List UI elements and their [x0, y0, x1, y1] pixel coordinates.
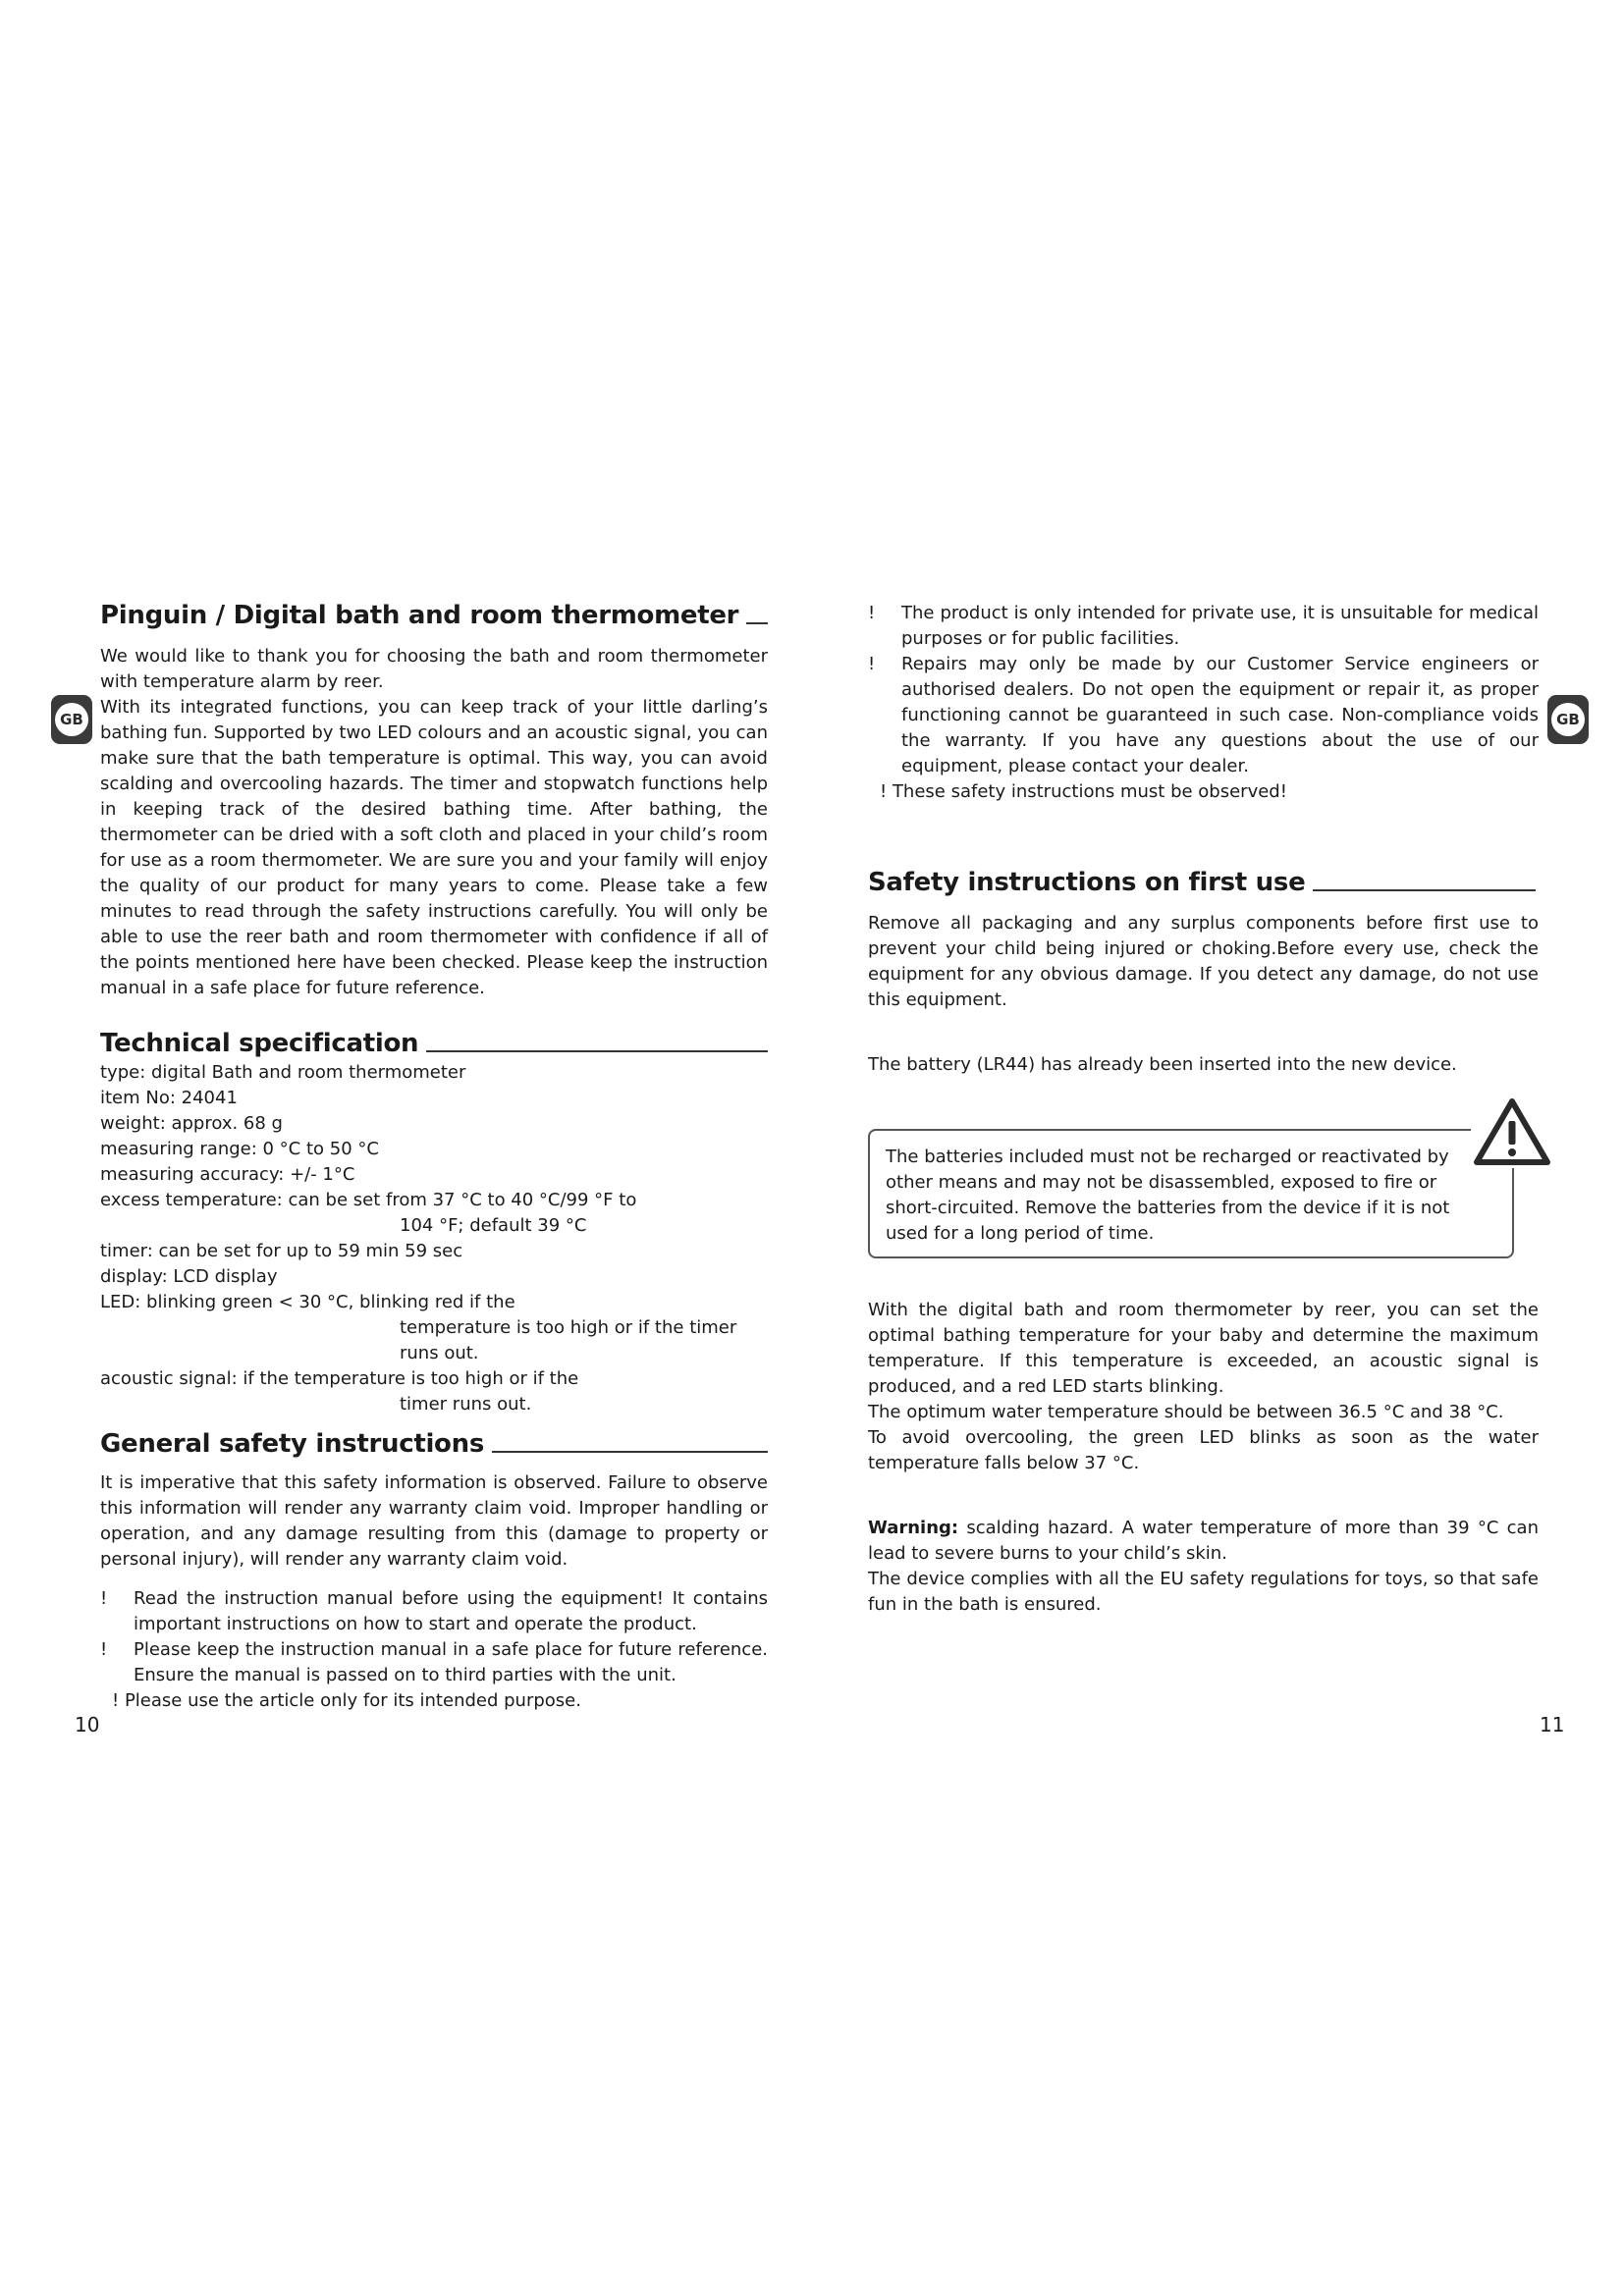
spec-weight: weight: approx. 68 g: [100, 1113, 283, 1134]
battery-warning-box: [868, 1129, 1514, 1258]
spec-led: LED: blinking green < 30 °C, blinking red if the: [100, 1292, 515, 1312]
list-item: [100, 1586, 768, 1637]
warning-triangle-icon: [1471, 1095, 1553, 1168]
technical-specification-heading: [100, 1029, 768, 1058]
spec-excess-temperature-cont: 104 °F; default 39 °C: [400, 1215, 587, 1236]
general-safety-heading-text: General safety instructions: [100, 1429, 485, 1459]
spec-type: type: digital Bath and room thermometer: [100, 1062, 466, 1083]
safety-observed-note: ! These safety instructions must be observed!: [880, 781, 1287, 802]
spec-display: display: LCD display: [100, 1266, 278, 1287]
spec-led-cont: temperature is too high or if the timer runs out.: [400, 1317, 737, 1363]
warning-label: Warning:: [868, 1518, 959, 1538]
list-item-text: Repairs may only be made by our Customer Service engineers or authorised dealers. Do not open the equipment or repair it, as proper functioning cannot be guaranteed in such case. Non-compliance voids the warranty. If you have any questions about the use of our equipment, please contact your dealer.: [901, 654, 1539, 776]
spec-measuring-accuracy: measuring accuracy: +/- 1°C: [100, 1164, 355, 1185]
spec-acoustic-signal-cont: timer runs out.: [400, 1394, 532, 1415]
overcooling-paragraph: To avoid overcooling, the green LED blinks as soon as the water temperature falls below 37 °C.: [868, 1427, 1539, 1473]
gb-badge-icon-left: [51, 695, 92, 744]
page-title: [100, 601, 768, 630]
page-title-text: Pinguin / Digital bath and room thermometer: [100, 601, 739, 630]
intended-purpose-note: ! Please use the article only for its intended purpose.: [112, 1690, 581, 1711]
warning-paragraph: [868, 1516, 1539, 1567]
technical-specification-heading-text: Technical specification: [100, 1029, 419, 1058]
gb-badge-label: GB: [1551, 703, 1585, 736]
intro-paragraph-1: We would like to thank you for choosing the bath and room thermometer with temperature alarm by reer.: [100, 646, 768, 692]
spec-excess-temperature: excess temperature: can be set from 37 °C to 40 °C/99 °F to: [100, 1190, 637, 1210]
spec-measuring-range: measuring range: 0 °C to 50 °C: [100, 1139, 379, 1159]
spec-acoustic-signal: acoustic signal: if the temperature is too high or if the: [100, 1368, 579, 1389]
spec-item-number: item No: 24041: [100, 1088, 238, 1108]
list-item-text: Read the instruction manual before using the equipment! It contains important instructions on how to start and operate the product.: [134, 1588, 768, 1634]
heading-rule: [746, 622, 768, 624]
first-use-heading: [868, 868, 1536, 897]
page-number-left: 10: [75, 1713, 100, 1736]
left-page: [100, 601, 768, 1714]
general-safety-paragraph: It is imperative that this safety information is observed. Failure to observe this information will render any warranty claim void. Improper handling or operation, and any damage resulting from this (damage to property or personal injury), will render any warranty claim void.: [100, 1472, 768, 1570]
spec-timer: timer: can be set for up to 59 min 59 sec: [100, 1241, 463, 1261]
optimum-temperature-paragraph: The optimum water temperature should be between 36.5 °C and 38 °C.: [868, 1402, 1504, 1422]
heading-rule: [492, 1451, 768, 1453]
warning-text: scalding hazard. A water temperature of more than 39 °C can lead to severe burns to your child’s skin.: [868, 1518, 1539, 1564]
page-number-right: 11: [1540, 1713, 1565, 1736]
heading-rule: [426, 1050, 768, 1052]
exclamation-icon: !: [100, 1588, 108, 1609]
usage-paragraph: With the digital bath and room thermometer by reer, you can set the optimal bathing temperature for your baby and determine the maximum temperature. If this temperature is exceeded, an acoustic signal is produced, and a red LED starts blinking.: [868, 1300, 1539, 1397]
first-use-paragraph: Remove all packaging and any surplus components before first use to prevent your child being injured or choking.Before every use, check the equipment for any obvious damage. If you detect any damage, do not use this equipment.: [868, 913, 1539, 1010]
gb-badge-icon-right: [1547, 695, 1589, 744]
first-use-heading-text: Safety instructions on first use: [868, 868, 1306, 897]
battery-paragraph: The battery (LR44) has already been inserted into the new device.: [868, 1054, 1457, 1075]
list-item: [868, 652, 1539, 779]
list-item-text: Please keep the instruction manual in a safe place for future reference. Ensure the manual is passed on to third parties with the unit.: [134, 1639, 768, 1685]
safety-bullets-continued: [868, 601, 1539, 779]
right-page: [868, 601, 1539, 1618]
exclamation-icon: !: [868, 603, 876, 623]
general-safety-heading: [100, 1429, 768, 1459]
exclamation-icon: !: [868, 654, 876, 674]
list-item: [868, 601, 1539, 652]
heading-rule: [1313, 889, 1536, 891]
battery-warning-text: The batteries included must not be recharged or reactivated by other means and may not be disassembled, exposed to fire or short-circuited. Remove the batteries from the device if it is not used for a long period of time.: [886, 1147, 1450, 1244]
gb-badge-label: GB: [55, 703, 88, 736]
intro-paragraph-2: With its integrated functions, you can keep track of your little darling’s bathing fun. Supported by two LED colours and an acoustic signal, you can make sure that the bath temperature is optimal. This way, you can avoid scalding and overcooling hazards. The timer and stopwatch functions help in keeping track of the desired bathing time. After bathing, the thermometer can be dried with a soft cloth and placed in your child’s room for use as a room thermometer. We are sure you and your family will enjoy the quality of our product for many years to come. Please take a few minutes to read through the safety instructions carefully. You will only be able to use the reer bath and room thermometer with confidence if all of the points mentioned here have been checked. Please keep the instruction manual in a safe place for future reference.: [100, 697, 768, 998]
list-item-text: The product is only intended for private use, it is unsuitable for medical purposes or for public facilities.: [901, 603, 1539, 649]
spec-list: [100, 1060, 768, 1417]
general-safety-bullets: [100, 1586, 768, 1688]
exclamation-icon: !: [100, 1639, 108, 1660]
eu-compliance-paragraph: The device complies with all the EU safety regulations for toys, so that safe fun in the bath is ensured.: [868, 1569, 1539, 1615]
list-item: [100, 1637, 768, 1688]
